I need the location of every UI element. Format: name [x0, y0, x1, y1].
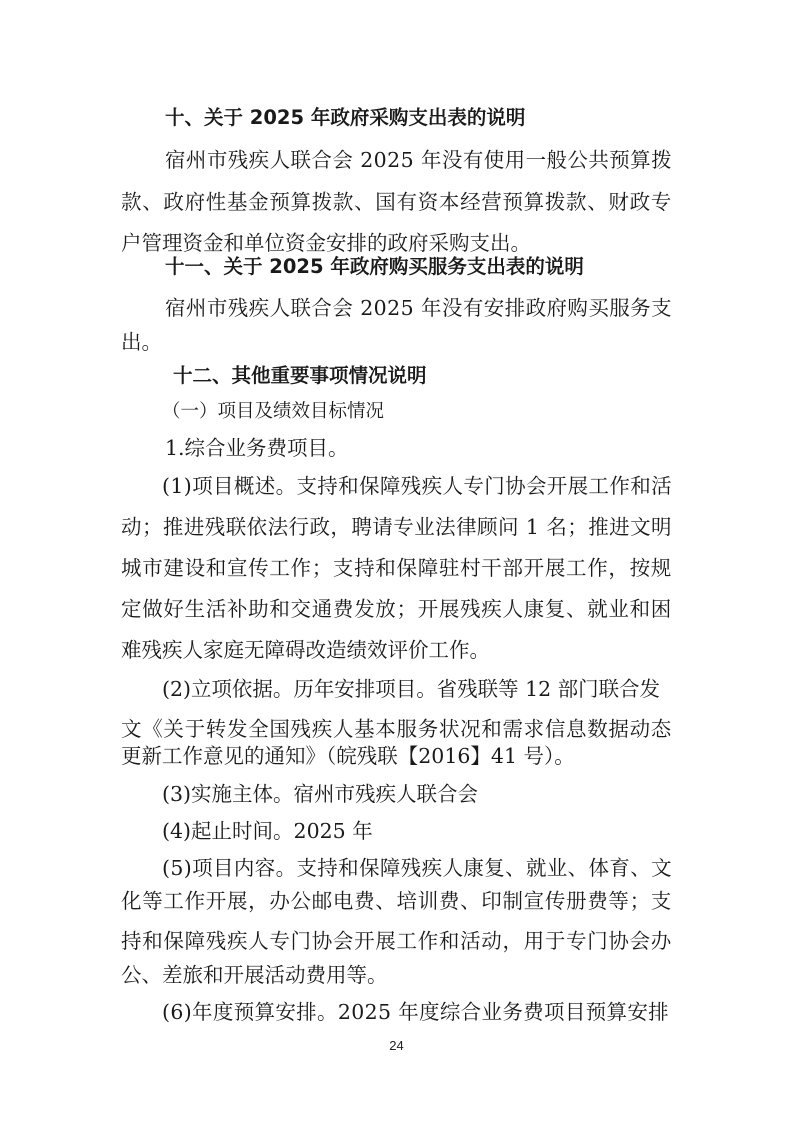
- section-12-subheading: （一）项目及绩效目标情况: [162, 401, 385, 422]
- para-1-line-5: 难残疾人家庭无障碍改造绩效评价工作。: [121, 638, 490, 662]
- page-number: 24: [389, 1038, 404, 1053]
- item-1-title: 1.综合业务费项目。: [165, 436, 349, 460]
- para-3: (3)实施主体。宿州市残疾人联合会: [162, 782, 479, 806]
- para-1-line-4: 定做好生活补助和交通费发放；开展残疾人康复、就业和困: [121, 597, 672, 621]
- para-2-line-1: (2)立项依据。历年安排项目。省残联等 12 部门联合发: [162, 677, 660, 701]
- para-5-line-1: (5)项目内容。支持和保障残疾人康复、就业、体育、文: [162, 856, 672, 880]
- para-1-line-3: 城市建设和宣传工作；支持和保障驻村干部开展工作，按规: [121, 556, 672, 580]
- para-2-line-2: 文《关于转发全国残疾人基本服务状况和需求信息数据动态: [121, 717, 672, 741]
- section-10-line-2: 款、政府性基金预算拨款、国有资本经营预算拨款、财政专: [121, 190, 672, 214]
- section-11-line-1: 宿州市残疾人联合会 2025 年没有安排政府购买服务支: [165, 296, 672, 320]
- para-1-line-2: 动；推进残联依法行政，聘请专业法律顾问 1 名；推进文明: [121, 515, 672, 539]
- section-10-line-1: 宿州市残疾人联合会 2025 年没有使用一般公共预算拨: [165, 148, 672, 172]
- para-2-line-3: 更新工作意见的通知》（皖残联【2016】41 号）。: [121, 744, 575, 768]
- para-5-line-2: 化等工作开展，办公邮电费、培训费、印制宣传册费等；支: [121, 889, 672, 913]
- section-10-line-3: 户管理资金和单位资金安排的政府采购支出。: [121, 231, 531, 255]
- para-5-line-4: 公、差旅和开展活动费用等。: [121, 963, 388, 987]
- section-11-heading: 十一、关于 2025 年政府购买服务支出表的说明: [165, 255, 584, 278]
- section-10-heading: 十、关于 2025 年政府采购支出表的说明: [165, 106, 526, 129]
- para-6: (6)年度预算安排。2025 年度综合业务费项目预算安排: [162, 1000, 669, 1024]
- para-5-line-3: 持和保障残疾人专门协会开展工作和活动，用于专门协会办: [121, 929, 672, 953]
- para-4: (4)起止时间。2025 年: [162, 819, 373, 843]
- section-12-heading: 十二、其他重要事项情况说明: [173, 364, 427, 387]
- section-11-line-2: 出。: [121, 330, 162, 354]
- para-1-line-1: (1)项目概述。支持和保障残疾人专门协会开展工作和活: [162, 474, 672, 498]
